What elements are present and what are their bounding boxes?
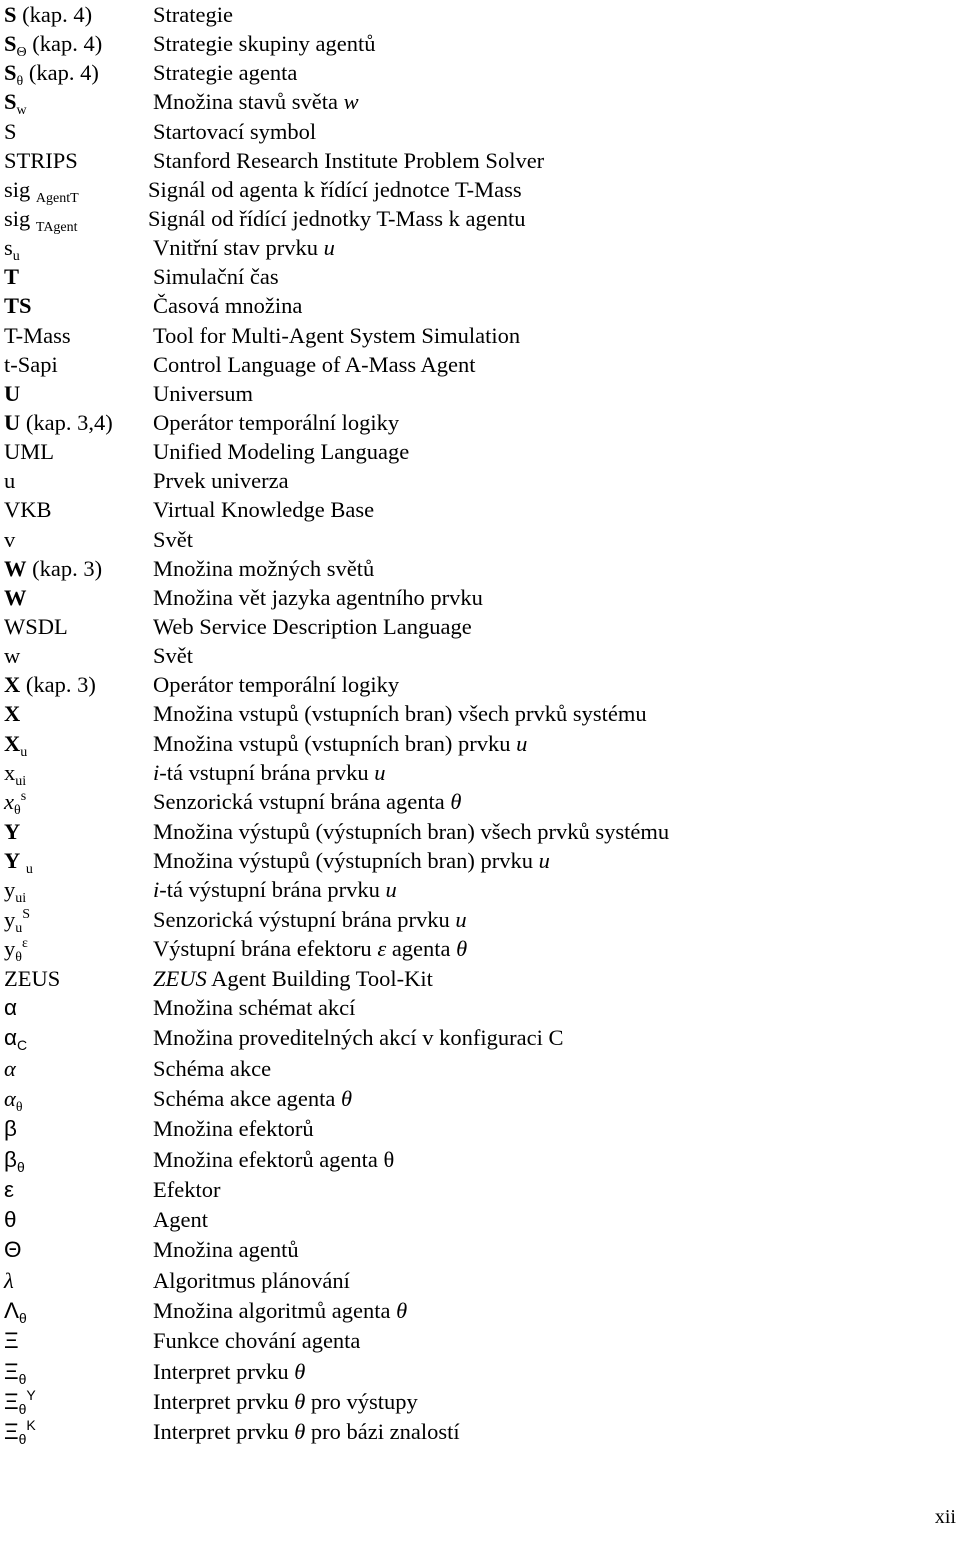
description: Signál od řídící jednotky T-Mass k agentu: [148, 205, 526, 231]
list-item: [4, 525, 944, 554]
symbol: $\alpha_\theta$: [4, 1085, 23, 1115]
list-item: [4, 466, 944, 495]
description: Množina proveditelných akcí v konfiguraci C: [153, 1025, 564, 1051]
list-item: [4, 262, 944, 291]
list-item: [4, 437, 944, 466]
description: Množina možných světů: [153, 555, 375, 581]
symbol: v: [4, 526, 16, 552]
list-item: [4, 1114, 944, 1144]
description: Schéma akce: [153, 1055, 272, 1081]
symbol: Y $_u$: [4, 848, 33, 878]
list-item: [4, 146, 944, 175]
list-item: [4, 787, 944, 817]
symbol: $s_u$: [4, 235, 20, 265]
symbol: ε: [4, 1176, 15, 1202]
symbol: Ξ: [4, 1328, 19, 1354]
description: Efektor: [153, 1176, 221, 1202]
symbol: S: [4, 118, 17, 144]
description: Množina algoritmů agenta θ: [153, 1298, 408, 1324]
list-item: [4, 964, 944, 993]
list-item: [4, 1296, 944, 1326]
description: Množina stavů světa w: [153, 89, 359, 115]
symbol: $\alpha_C$: [4, 1025, 28, 1054]
description: Schéma akce agenta θ: [153, 1085, 353, 1111]
list-item: [4, 233, 944, 265]
symbol: U: [4, 380, 21, 406]
symbol: UML: [4, 439, 54, 465]
symbol: $y_\theta^\varepsilon$: [4, 935, 28, 965]
description: i-tá výstupní brána prvku u: [153, 877, 397, 903]
symbol: $\Lambda_\theta$: [4, 1298, 27, 1327]
symbol: $\beta_\theta$: [4, 1146, 25, 1175]
description: Interpret prvku θ: [153, 1358, 306, 1384]
list-item: [4, 175, 944, 204]
symbol: $\Xi_\theta^Y$: [4, 1386, 36, 1417]
symbol: STRIPS: [4, 147, 78, 173]
description: i-tá vstupní brána prvku u: [153, 759, 386, 785]
description: ZEUS Agent Building Tool-Kit: [153, 965, 433, 991]
list-item: [4, 641, 944, 670]
description: Časová množina: [153, 293, 303, 319]
description: Množina výstupů (výstupních bran) prvku u: [153, 848, 550, 874]
description: Množina efektorů agenta θ: [153, 1146, 395, 1172]
list-item: [4, 1357, 944, 1387]
list-item: [4, 1054, 944, 1084]
symbol: θ: [4, 1207, 17, 1233]
description: Množina vět jazyka agentního prvku: [153, 584, 483, 610]
description: Operátor temporální logiky: [153, 409, 400, 435]
description: Senzorická výstupní brána prvku u: [153, 906, 467, 932]
symbol: S (kap. 4): [4, 2, 93, 27]
list-item: [4, 0, 944, 29]
symbol: w: [4, 643, 21, 669]
list-item: [4, 875, 944, 907]
list-item: [4, 846, 944, 878]
symbol: TS: [4, 293, 32, 319]
symbol: $S_w$: [4, 89, 27, 119]
description: Virtual Knowledge Base: [153, 497, 375, 523]
list-item: [4, 1266, 944, 1296]
symbol: α: [4, 1055, 16, 1081]
list-item: [4, 350, 944, 379]
list-item: [4, 495, 944, 524]
symbol: λ: [4, 1267, 14, 1293]
symbol: sig $_{TAgent}$: [4, 205, 78, 235]
description: Výstupní brána efektoru ε agenta θ: [153, 935, 468, 961]
symbol: t-Sapi: [4, 351, 58, 377]
list-item: [4, 934, 944, 964]
description: Tool for Multi-Agent System Simulation: [153, 322, 521, 348]
symbol: T-Mass: [4, 322, 71, 348]
description: Množina agentů: [153, 1237, 299, 1263]
description: Strategie skupiny agentů: [153, 31, 376, 57]
description: Množina vstupů (vstupních bran) prvku u: [153, 730, 528, 756]
page-number: xii: [934, 1506, 956, 1528]
symbol: β: [4, 1116, 17, 1142]
list-item: [4, 583, 944, 612]
list-item: [4, 58, 944, 90]
list-item: [4, 1417, 944, 1447]
list-item: [4, 905, 944, 934]
description: Funkce chování agenta: [153, 1328, 361, 1354]
list-item: [4, 670, 944, 699]
list-item: [4, 1326, 944, 1356]
symbol: $\Xi_\theta$: [4, 1358, 27, 1387]
description: Web Service Description Language: [153, 613, 472, 639]
description: Agent: [153, 1207, 208, 1233]
list-item: [4, 1023, 944, 1053]
symbol: T: [4, 264, 20, 290]
symbol-list: [4, 0, 944, 1448]
symbol: Θ: [4, 1237, 22, 1263]
list-item: [4, 117, 944, 146]
list-item: [4, 1205, 944, 1235]
list-item: [4, 554, 944, 583]
description: Signál od agenta k řídící jednotce T-Mass: [148, 176, 522, 202]
symbol: Y: [4, 819, 21, 845]
list-item: [4, 321, 944, 350]
symbol: X (kap. 3): [4, 672, 96, 698]
description: Unified Modeling Language: [153, 439, 410, 465]
symbol: WSDL: [4, 613, 68, 639]
list-item: [4, 204, 944, 233]
description: Množina výstupů (výstupních bran) všech prvků systému: [153, 819, 670, 845]
description: Vnitřní stav prvku u: [153, 235, 335, 261]
description: Operátor temporální logiky: [153, 672, 400, 698]
list-item: [4, 1235, 944, 1265]
symbol: u: [4, 468, 16, 494]
list-item: [4, 1387, 944, 1417]
symbol: $\Xi_\theta^K$: [4, 1417, 36, 1448]
description: Svět: [153, 526, 194, 552]
list-item: [4, 1145, 944, 1175]
list-item: [4, 729, 944, 758]
list-item: [4, 379, 944, 408]
symbol: W: [4, 584, 27, 610]
description: Control Language of A-Mass Agent: [153, 351, 476, 377]
list-item: [4, 87, 944, 119]
description: Prvek univerza: [153, 468, 289, 494]
description: Strategie agenta: [153, 60, 298, 86]
description: Svět: [153, 643, 194, 669]
description: Senzorická vstupní brána agenta θ: [153, 788, 462, 814]
list-item: [4, 993, 944, 1023]
symbol: $x_\theta^s$: [4, 788, 27, 818]
list-item: [4, 612, 944, 641]
list-item: [4, 291, 944, 320]
list-item: [4, 699, 944, 728]
list-item: [4, 29, 944, 61]
symbol: U (kap. 3,4): [4, 409, 113, 435]
description: Strategie: [153, 2, 233, 27]
description: Množina schémat akcí: [153, 995, 356, 1021]
description: Startovací symbol: [153, 118, 317, 144]
list-item: [4, 1084, 944, 1114]
symbol: α: [4, 995, 18, 1021]
symbol: W (kap. 3): [4, 555, 103, 581]
symbol: sig $_{AgentT}$: [4, 176, 79, 206]
symbol: $S_\Theta$ (kap. 4): [4, 31, 103, 61]
list-item: [4, 758, 944, 787]
description: Simulační čas: [153, 264, 279, 290]
symbol: $S_\theta$ (kap. 4): [4, 60, 99, 90]
description: Interpret prvku θ pro bázi znalostí: [153, 1419, 460, 1445]
list-item: [4, 1175, 944, 1205]
symbol: $X_u$: [4, 730, 28, 760]
description: Interpret prvku θ pro výstupy: [153, 1388, 418, 1414]
symbol: $y_{ui}$: [4, 877, 27, 907]
symbol: $x_{ui}$: [4, 759, 27, 789]
symbol: VKB: [4, 497, 52, 523]
list-item: [4, 817, 944, 846]
description: Množina efektorů: [153, 1116, 314, 1142]
symbol: X: [4, 701, 21, 727]
description: Algoritmus plánování: [153, 1267, 350, 1293]
description: Universum: [153, 380, 253, 406]
description: Množina vstupů (vstupních bran) všech prvků systému: [153, 701, 647, 727]
symbol: $y_u^S$: [4, 906, 31, 936]
description: Stanford Research Institute Problem Solver: [153, 147, 545, 173]
symbol: ZEUS: [4, 965, 61, 991]
list-item: [4, 408, 944, 437]
